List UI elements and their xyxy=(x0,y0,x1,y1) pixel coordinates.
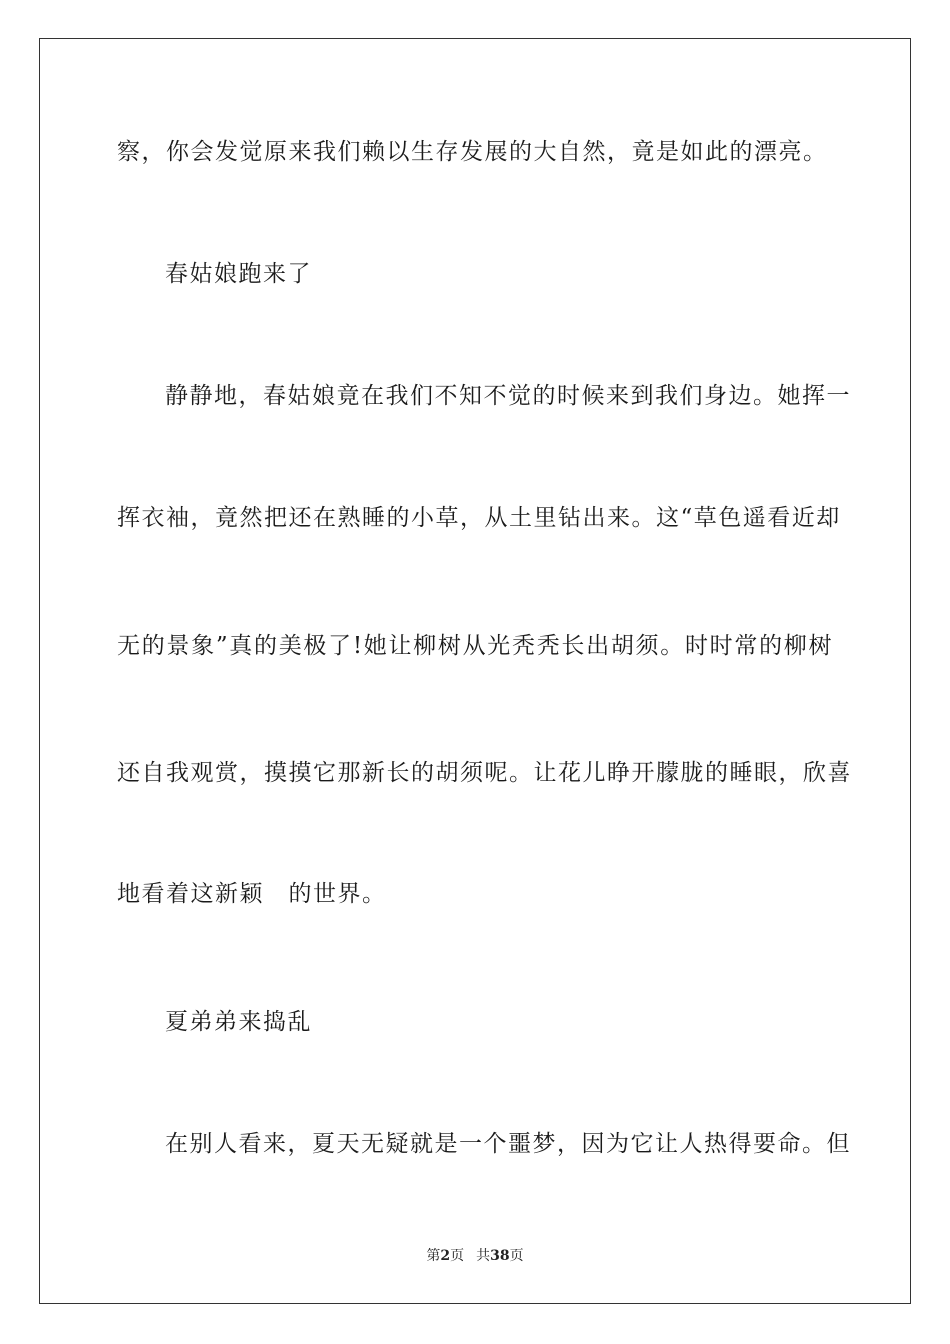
heading-spring: 春姑娘跑来了 xyxy=(165,261,312,287)
footer-total-prefix: 共 xyxy=(476,1248,491,1264)
text-line-5: 无的景象”真的美极了!她让柳树从光秃秃长出胡须。时时常的柳树 xyxy=(117,633,833,659)
footer-page-suffix: 页 xyxy=(450,1248,465,1264)
text-line-7: 地看着这新颖 的世界。 xyxy=(117,881,387,907)
footer-total-pages: 38 xyxy=(490,1248,510,1264)
text-line-3: 静静地，春姑娘竟在我们不知不觉的时候来到我们身边。她挥一 xyxy=(165,383,851,409)
heading-summer: 夏弟弟来捣乱 xyxy=(165,1009,312,1035)
text-line-9: 在别人看来，夏天无疑就是一个噩梦，因为它让人热得要命。但 xyxy=(165,1131,851,1157)
footer-page-number: 2 xyxy=(440,1248,451,1264)
page-footer xyxy=(0,1246,950,1266)
text-line-1: 察，你会发觉原来我们赖以生存发展的大自然，竟是如此的漂亮。 xyxy=(117,139,828,165)
page-frame xyxy=(39,38,911,1304)
text-line-6: 还自我观赏，摸摸它那新长的胡须呢。让花儿睁开朦胧的睡眼，欣喜 xyxy=(117,760,852,786)
text-line-4: 挥衣袖，竟然把还在熟睡的小草，从土里钻出来。这“草色遥看近却 xyxy=(117,505,841,531)
footer-page-prefix: 第 xyxy=(426,1248,441,1264)
footer-total-suffix: 页 xyxy=(509,1248,524,1264)
